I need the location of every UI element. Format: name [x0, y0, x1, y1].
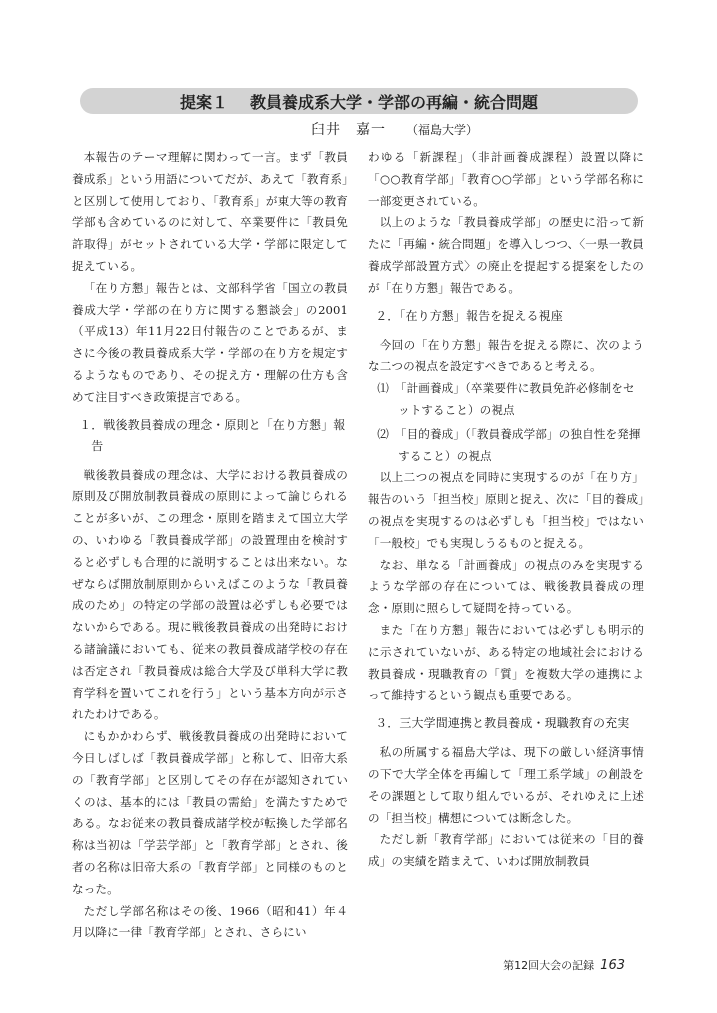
- section-heading-3: ３．三大学間連携と教員養成・現職教育の充実: [375, 716, 630, 731]
- list-item: ⑴ 「計画養成」（卒業要件に教員免許必修制をセットすること）の視点: [377, 381, 635, 417]
- right-column: [368, 147, 644, 873]
- paragraph: 以上二つの視点を同時に実現するのが「在り方」報告のいう「担当校」原則と捉え、次に「目的養成」の視点を実現するのは必ずしも「担当校」ではない「一般校」でも実現しうるものと捉える。: [368, 470, 644, 550]
- paragraph: 私の所属する福島大学は、現下の厳しい経済事情の下で大学全体を再編して「理工系学域」の創設をその課題として取り組んでいるが、それゆえに上述の「担当校」構想については断念した。: [368, 745, 644, 825]
- section-heading-1: １．戦後教員養成の理念・原則と「在り方懇」報告: [79, 417, 346, 453]
- proposal-label: 提案１: [179, 92, 228, 112]
- paragraph: 本報告のテーマ理解に関わって一言。まず「教員養成系」という用語についてだが、あえて「教育系」と区別して使用しており、「教育系」が東大等の教育学部も含めているのに対して、卒業要件に「教員免許取得」がセットされている大学・学部に限定して捉えている。: [72, 150, 348, 273]
- author-affiliation: （福島大学）: [405, 123, 478, 137]
- paragraph: 今回の「在り方懇」報告を捉える際に、次のような二つの視点を設定すべきであると考える。: [368, 337, 644, 374]
- author-name: 臼井 嘉一: [310, 122, 386, 138]
- list-item: ⑵ 「目的養成」（「教員養成学部」の独自性を発揮すること）の視点: [377, 426, 641, 463]
- paragraph: なお、単なる「計画養成」の視点のみを実現するような学部の存在については、戦後教員養成の理念・原則に照らして疑問を持っている。: [368, 557, 644, 616]
- paragraph: 以上のような「教員養成学部」の歴史に沿って新たに「再編・統合問題」を導入しつつ、〈一県一教員養成学部設置方式〉の廃止を提起する提案をしたのが「在り方懇」報告である。: [368, 215, 644, 295]
- footer-text: 第12回大会の記録: [503, 959, 595, 972]
- page-title: 教員養成系大学・学部の再編・統合問題: [250, 92, 539, 112]
- author-line: [36, 119, 717, 139]
- title-bar: [80, 88, 638, 114]
- page-footer: [503, 957, 625, 973]
- paragraph: 「在り方懇」報告とは、文部科学省「国立の教員養成大学・学部の在り方に関する懇談会」の2001（平成13）年11月22日付報告のことであるが、まさに今後の教員養成系大学・学部の在り方を規定するようなものであり、その捉え方・理解の仕方も含めて注目すべき政策提言である。: [72, 280, 348, 404]
- section-heading-2: ２．「在り方懇」報告を捉える視座: [375, 308, 563, 323]
- left-column: [72, 147, 348, 944]
- page-number: 163: [600, 958, 625, 973]
- paragraph: また「在り方懇」報告においては必ずしも明示的に示されていないが、ある特定の地域社会における教員養成・現職教育の「質」を複数大学の連携によって維持するという観点も重要である。: [368, 622, 644, 703]
- paragraph: ただし新「教育学部」においては従来の「目的養成」の実績を踏まえて、いわば開放制教員: [368, 832, 644, 869]
- paragraph: 戦後教員養成の理念は、大学における教員養成の原則及び開放制教員養成の原則によって論じられることが多いが、この理念・原則を踏まえて国立大学の、いわゆる「教員養成学部」の設置理由を検討すると必ずしも合理的に説明することは出来ない。なぜならば開放制原則からいえばこのような「教員養成のため」の特定の学部の設置は必ずしも必要ではないからである。現に戦後教員養成の出発時における諸論議においても、従来の教員養成諸学校の存在は否定され「教員養成は総合大学及び単科大学に教育学科を置いてこれを行う」という基本方向が示されたわけである。: [72, 467, 348, 722]
- paragraph: わゆる「新課程」（非計画養成課程）設置以降に「○○教育学部」「教育○○学部」という学部名称に一部変更されている。: [368, 150, 644, 208]
- paragraph: にもかかわらず、戦後教員養成の出発時において今日しばしば「教員養成学部」と称して、旧帝大系の「教育学部」と区別してその存在が認知されていくのは、基本的には「教員の需給」を満たすためである。なお従来の教員養成諸学校が転換した学部名称は当初は「学芸学部」と「教育学部」とされ、後者の名称は旧帝大系の「教育学部」と同様のものとなった。: [72, 729, 348, 896]
- paragraph: ただし学部名称はその後、1966（昭和41）年４月以降に一律「教育学部」とされ、さらにい: [72, 903, 348, 940]
